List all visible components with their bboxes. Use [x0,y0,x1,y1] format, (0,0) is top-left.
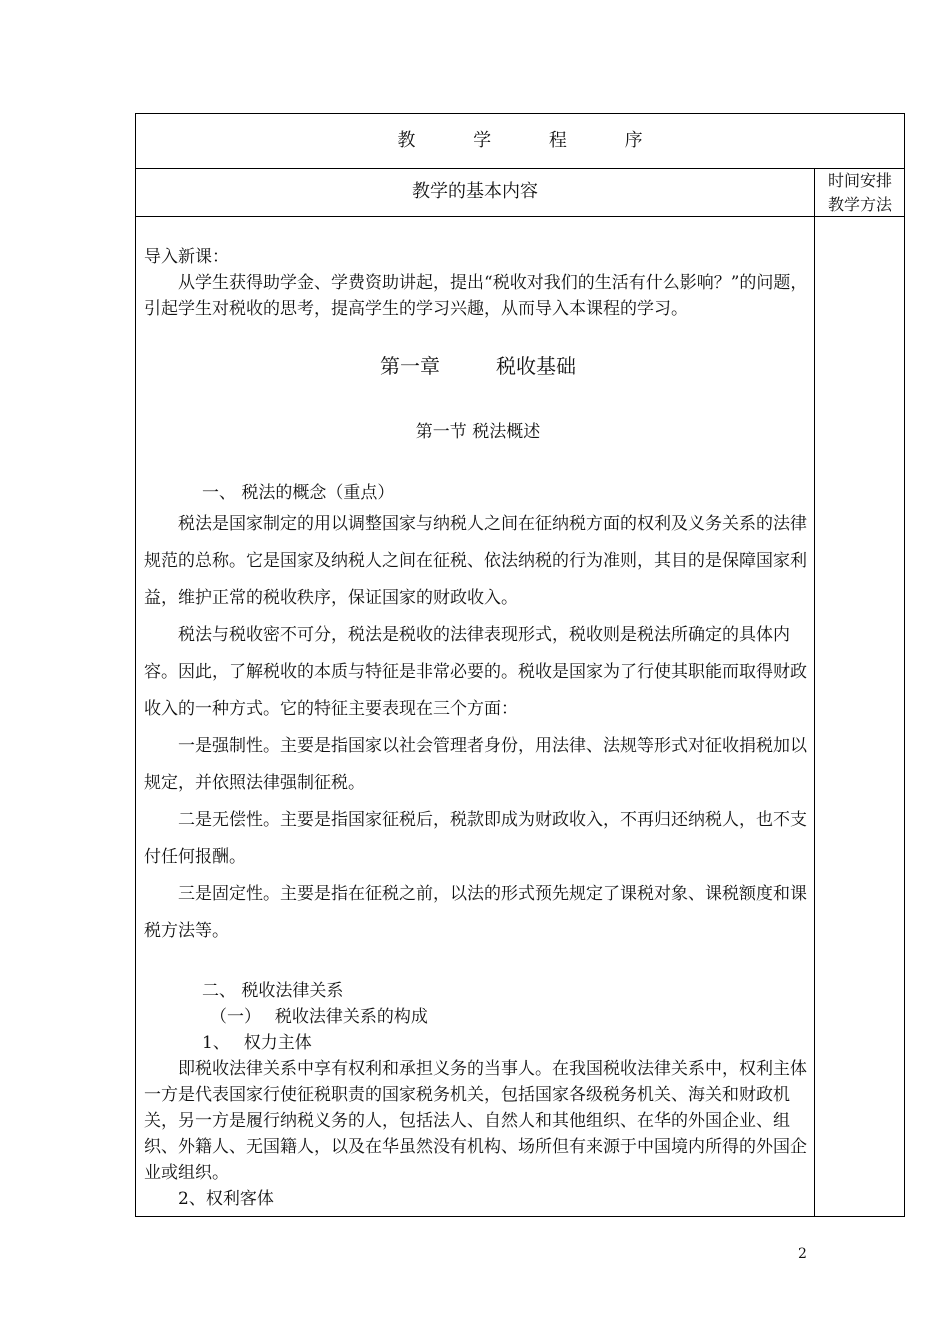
chapter-number: 第一章 [380,354,440,378]
table-title: 教 学 程 序 [397,130,669,151]
paragraph: 税法是国家制定的用以调整国家与纳税人之间在征纳税方面的权利及义务关系的法律规范的总称。它是国家及纳税人之间在征税、依法纳税的行为准则，其目的是保障国家利益，维护正常的税收秩序，保证国家的财政收入。 [144,514,807,608]
item1-title: 1、 权力主体 [202,1033,312,1053]
item2-title: 2、权利客体 [178,1189,274,1209]
column-divider [814,168,815,1216]
page-number: 2 [798,1246,807,1262]
part2-subheading: （一） 税收法律关系的构成 [210,1007,428,1027]
section-heading: 第一节 税法概述 [415,422,541,442]
paragraph: 三是固定性。主要是指在征税之前，以法的形式预先规定了课税对象、课税额度和课税方法等。 [144,884,807,941]
content-column-header: 教学的基本内容 [412,181,538,202]
chapter-title: 税收基础 [496,354,576,378]
part1-heading: 一、 税法的概念（重点） [202,483,395,503]
paragraph: 一是强制性。主要是指国家以社会管理者身份，用法律、法规等形式对征收捐税加以规定，并依照法律强制征税。 [144,736,807,793]
side-column-header [816,169,904,217]
intro-label: 导入新课： [144,247,229,267]
item1-text: 即税收法律关系中享有权利和承担义务的当事人。在我国税收法律关系中，权利主体一方是代表国家行使征税职责的国家税务机关，包括国家各级税务机关、海关和财政机关，另一方是履行纳税义务的人，包括法人、自然人和其他组织、在华的外国企业、组织、外籍人、无国籍人，以及在华虽然没有机构、场所但有来源于中国境内所得的外国企业或组织。 [144,1059,807,1183]
part2-heading: 二、 税收法律关系 [202,981,344,1001]
chapter-heading [144,350,812,379]
paragraph: 二是无偿性。主要是指国家征税后，税款即成为财政收入，不再归还纳税人，也不支付任何报酬。 [144,810,807,867]
side-header-line1: 时间安排 [827,171,892,190]
intro-text: 从学生获得助学金、学费资助讲起，提出“税收对我们的生活有什么影响？”的问题，引起学生对税收的思考，提高学生的学习兴趣，从而导入本课程的学习。 [144,273,808,319]
divider [136,216,904,217]
spacer [144,950,812,978]
lesson-table [135,113,905,1217]
side-header-line2: 教学方法 [827,195,892,214]
paragraph: 税法与税收密不可分，税法是税收的法律表现形式，税收则是税法所确定的具体内容。因此，了解税收的本质与特征是非常必要的。税收是国家为了行使其职能而取得财政收入的一种方式。它的特征主要表现在三个方面： [144,625,807,719]
lesson-content [144,244,812,1212]
